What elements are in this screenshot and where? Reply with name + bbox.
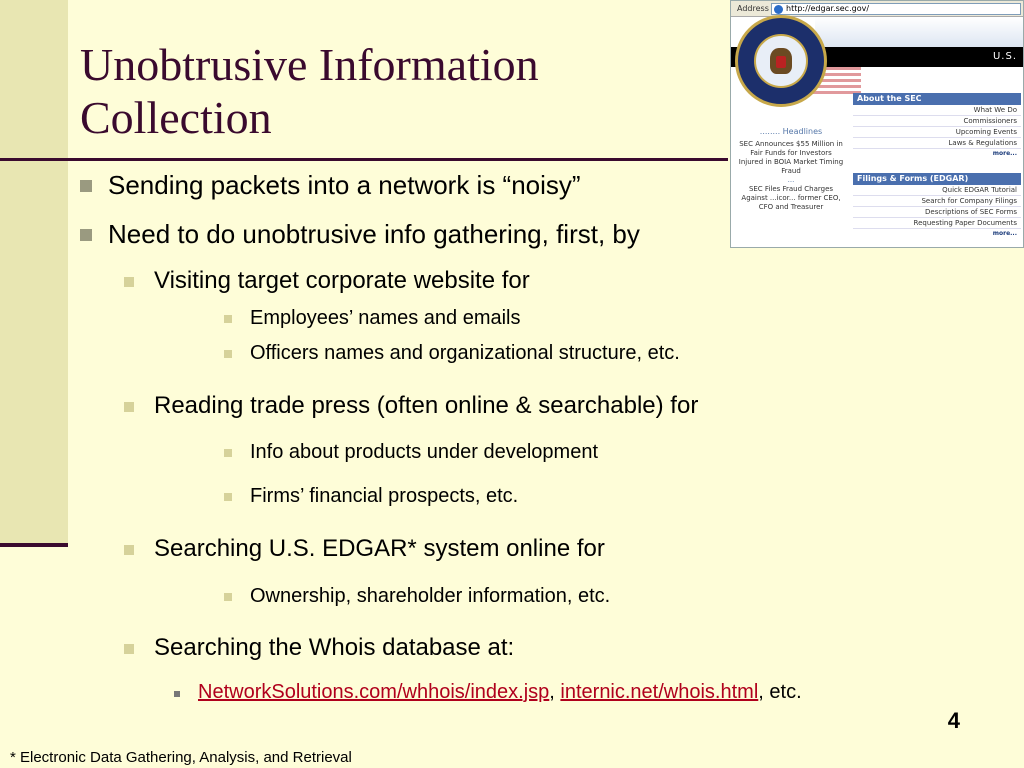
filings-item: Requesting Paper Documents [853, 218, 1021, 229]
about-item: Commissioners [853, 116, 1021, 127]
filings-item: Quick EDGAR Tutorial [853, 185, 1021, 196]
browser-icon [774, 5, 783, 14]
side-rule [0, 543, 68, 547]
about-more: more... [992, 150, 1017, 157]
page-number: 4 [947, 708, 960, 733]
title-rule [0, 158, 728, 161]
seal-center [754, 34, 808, 88]
headlines-panel [737, 127, 845, 248]
bullet-text: Searching the Whois database at: [154, 634, 515, 661]
banner-text: U.S. [992, 51, 1017, 62]
link-separator: , [549, 681, 561, 703]
bullet-text: Firms’ financial prospects, etc. [250, 485, 519, 507]
networksolutions-link[interactable]: NetworkSolutions.com/whhois/index.jsp [198, 681, 550, 703]
headline-item: SEC Announces $55 Million in Fair Funds for Investors Injured in BOIA Market Timing Fraud [738, 140, 844, 175]
title-line-2: Collection [80, 92, 272, 143]
filings-more: more... [992, 230, 1017, 237]
about-item: What We Do [853, 105, 1021, 116]
square-bullet-icon [224, 493, 232, 501]
eagle-icon [770, 48, 792, 74]
bullet-text: Sending packets into a network is “noisy” [108, 170, 581, 200]
filings-item: Search for Company Filings [853, 196, 1021, 207]
about-panel [853, 93, 1021, 158]
side-band [0, 0, 68, 545]
filings-header: Filings & Forms (EDGAR) [853, 173, 1021, 185]
square-bullet-icon [224, 593, 232, 601]
square-bullet-icon [224, 350, 232, 358]
bullet-text: Visiting target corporate website for [154, 267, 530, 294]
square-bullet-icon [174, 691, 180, 697]
internic-link[interactable]: internic.net/whois.html [560, 681, 759, 703]
sec-seal-icon [735, 15, 827, 107]
square-bullet-icon [224, 315, 232, 323]
bullet-text: Ownership, shareholder information, etc. [250, 585, 611, 607]
square-bullet-icon [80, 229, 92, 241]
square-bullet-icon [124, 545, 134, 555]
bullet-text: Reading trade press (often online & searchable) for [154, 392, 699, 419]
slide-title [80, 38, 720, 144]
footnote: * Electronic Data Gathering, Analysis, and Retrieval [10, 749, 352, 766]
bullet-text: Officers names and organizational structure, etc. [250, 342, 680, 364]
bullet-text [198, 681, 802, 704]
square-bullet-icon [80, 180, 92, 192]
address-url: http://edgar.sec.gov/ [786, 4, 870, 13]
links-tail: , etc. [758, 681, 802, 703]
square-bullet-icon [124, 402, 134, 412]
bullet-text: Info about products under development [250, 441, 599, 463]
headlines-title: ........ Headlines [759, 127, 823, 136]
site-header [815, 17, 1024, 47]
about-header: About the SEC [853, 93, 1021, 105]
address-label: Address [737, 4, 769, 13]
filings-item: Descriptions of SEC Forms [853, 207, 1021, 218]
bullet-text: Need to do unobtrusive info gathering, first, by [108, 219, 640, 249]
square-bullet-icon [124, 644, 134, 654]
bullet-text: Employees’ names and emails [250, 307, 521, 329]
square-bullet-icon [124, 277, 134, 287]
filings-panel [853, 173, 1021, 238]
bullet-text: Searching U.S. EDGAR* system online for [154, 535, 605, 562]
headline-separator: ... [787, 176, 795, 184]
title-line-1: Unobtrusive Information [80, 39, 539, 90]
about-item: Upcoming Events [853, 127, 1021, 138]
about-item: Laws & Regulations [853, 138, 1021, 149]
square-bullet-icon [224, 449, 232, 457]
headline-item: SEC Files Fraud Charges Against ...icor... former CEO, CFO and Treasurer [741, 185, 841, 211]
address-field [771, 3, 1021, 15]
edgar-website-screenshot [730, 0, 1024, 248]
